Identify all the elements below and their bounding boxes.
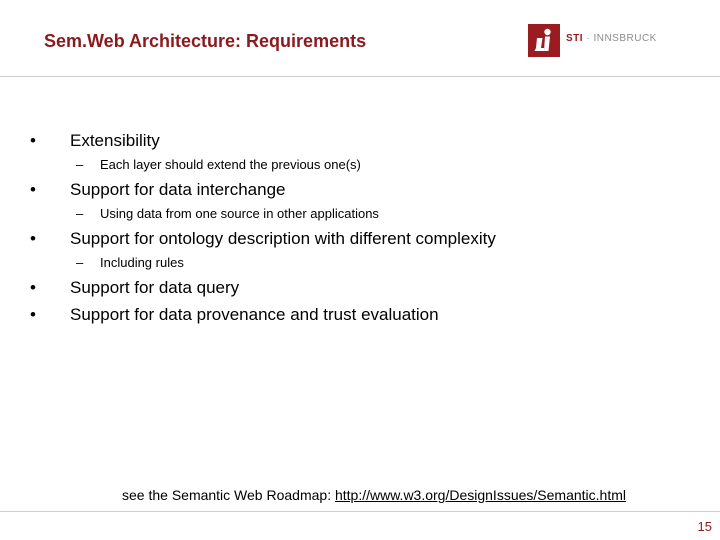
bullet-marker: • — [30, 305, 36, 324]
header-divider — [0, 76, 720, 77]
bullet-text: Support for data provenance and trust evaluation — [70, 305, 439, 324]
page-number: 15 — [697, 519, 712, 534]
bullet-marker: • — [30, 180, 36, 199]
sub-bullet-text: Using data from one source in other applications — [100, 206, 379, 221]
bullet-marker: • — [30, 229, 36, 248]
logo-brand: STI — [566, 33, 584, 44]
bullet-text: Extensibility — [70, 131, 160, 150]
logo-wordmark — [566, 33, 657, 44]
footnote — [122, 487, 626, 503]
footnote-prefix: see the Semantic Web Roadmap: — [122, 487, 335, 503]
bullet-marker: • — [30, 278, 36, 297]
sub-bullet-marker: – — [76, 157, 84, 172]
slide-title: Sem.Web Architecture: Requirements — [44, 31, 367, 51]
sub-bullet-marker: – — [76, 255, 84, 270]
sti-innsbruck-logo — [527, 24, 677, 60]
sub-bullet-text: Including rules — [100, 255, 184, 270]
bullet-text: Support for data query — [70, 278, 240, 297]
logo-location: INNSBRUCK — [593, 33, 657, 44]
logo-separator: · — [583, 33, 594, 44]
sub-bullet-marker: – — [76, 206, 84, 221]
bullet-text: Support for ontology description with different complexity — [70, 229, 496, 248]
sti-logo-icon — [528, 24, 560, 57]
roadmap-link[interactable]: http://www.w3.org/DesignIssues/Semantic.html — [334, 487, 626, 503]
bullet-marker: • — [30, 131, 36, 150]
bullet-text: Support for data interchange — [70, 180, 286, 199]
footer-divider — [0, 511, 720, 512]
sub-bullet-text: Each layer should extend the previous one(s) — [100, 157, 361, 172]
